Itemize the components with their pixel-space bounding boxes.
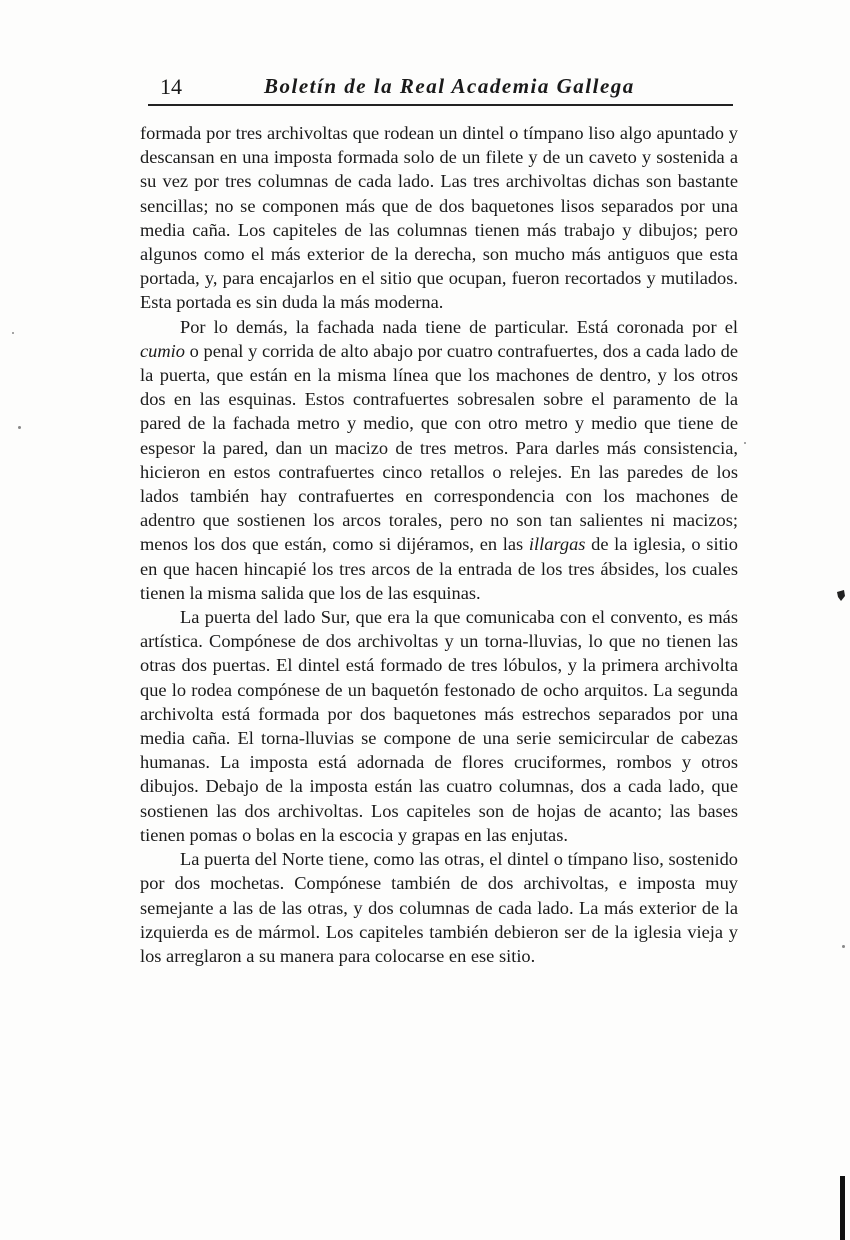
page-header bbox=[148, 72, 733, 106]
paragraph-3: La puerta del lado Sur, que era la que comunicaba con el convento, es más artística. Compónese de dos archivoltas y un torna-lluvias, lo que no tienen las otras dos puertas. El dintel está formado de tres lóbulos, y la primera archivolta que lo rodea compónese de un baquetón festonado de ocho arquitos. La segunda archivolta está formada por dos baquetones más estrechos separados por una media caña. El torna-lluvias se compone de una serie semicircular de cabezas humanas. La imposta está adornada de flores cruciformes, rombos y otros dibujos. Debajo de la imposta están las cuatro columnas, dos a cada lado, que sostienen las dos archivoltas. Los capiteles son de hojas de acanto; las bases tienen pomas o bolas en la escocia y grapas en las enjutas. bbox=[140, 607, 738, 845]
scan-speck bbox=[12, 332, 14, 334]
scan-speck bbox=[744, 442, 746, 444]
running-title: Boletín de la Real Academia Gallega bbox=[264, 74, 635, 98]
header-rule bbox=[148, 104, 733, 106]
paragraph-2-part-a: Por lo demás, la fachada nada tiene de particular. Está coronada por el bbox=[180, 316, 738, 337]
term-illargas: illargas bbox=[528, 534, 586, 555]
page-number: 14 bbox=[160, 74, 182, 99]
paragraph-2-part-c: de la iglesia, o sitio en que hacen hincapié los tres arcos de la entrada de los tres ábsides, los cuales tienen la misma salida que los de las esquinas. bbox=[140, 534, 738, 603]
body-text bbox=[140, 121, 738, 968]
paragraph-1: formada por tres archivoltas que rodean un dintel o tímpano liso algo apuntado y descansan en una imposta formada solo de un filete y de un caveto y sostenida a su vez por tres columnas de cada lado. Las tres archivoltas dichas son bastante sencillas; no se componen más que de dos baquetones lisos separados por una media caña. Los capiteles de las columnas tienen más trabajo y dibujos; pero algunos como el más exterior de la derecha, son mucho más antiguos que esta portada, y, para encajarlos en el sitio que ocupan, fueron recortados y mutilados. Esta portada es sin duda la más moderna. bbox=[140, 123, 738, 313]
paragraph-2 bbox=[140, 315, 738, 605]
paragraph-4: La puerta del Norte tiene, como las otras, el dintel o tímpano liso, sostenido por dos mochetas. Compónese también de dos archivoltas, e imposta muy semejante a las de las otras, y dos columnas de cada lado. La más exterior de la izquierda es de mármol. Los capiteles también debieron ser de la iglesia vieja y los arreglaron a su manera para colocarse en ese sitio. bbox=[140, 849, 738, 966]
page-edge-bar bbox=[840, 1176, 845, 1240]
term-cumio: cumio bbox=[140, 340, 185, 361]
margin-blot-icon bbox=[836, 590, 846, 602]
scan-speck bbox=[18, 426, 21, 429]
paragraph-2-part-b: o penal y corrida de alto abajo por cuatro contrafuertes, dos a cada lado de la puerta, que están en la misma línea que los machones de dentro, y los otros dos en las esquinas. Estos contrafuertes sobresalen sobre el paramento de la pared de la fachada metro y medio, que con otro metro y medio que tiene de espesor la pared, dan un macizo de tres metros. Para darles más consistencia, hicieron en estos contrafuertes cinco retallos o relejes. En las paredes de los lados también hay contrafuertes en correspondencia con los machones de adentro que sostienen los arcos torales, pero no son tan salientes ni macizos; menos los dos que están, como si dijéramos, en las bbox=[140, 340, 738, 555]
scan-speck bbox=[842, 945, 845, 948]
